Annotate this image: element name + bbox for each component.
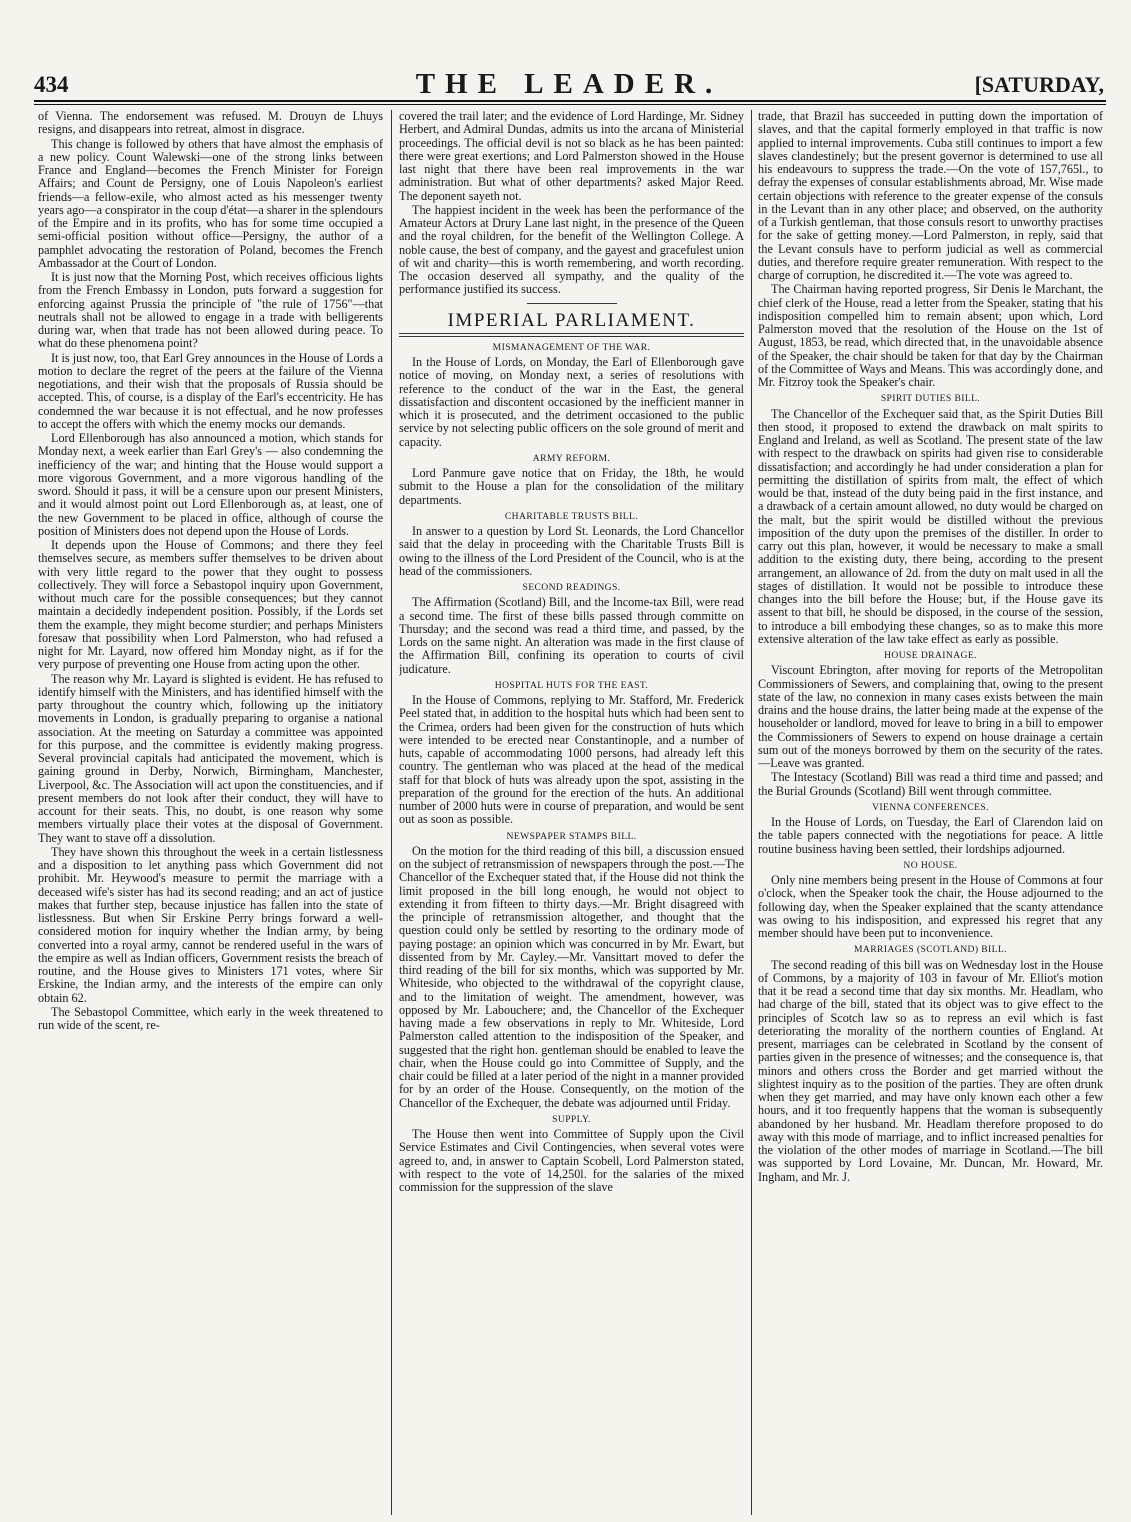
header-day: [SATURDAY, xyxy=(974,72,1104,97)
section-separator xyxy=(527,303,617,304)
subheading: NEWSPAPER STAMPS BILL. xyxy=(506,830,637,842)
article-paragraph: The Intestacy (Scotland) Bill was read a third time and passed; and the Burial Grounds (Scotland) Bill went through committee. xyxy=(758,770,1103,798)
article-paragraph: It depends upon the House of Commons; and there they feel themselves secure, as members suffer themselves to be driven about with very little regard to the power that they ought to possess collectively. They will force a Sebastopol inquiry upon Government, without much care for the possible consequences; but they cannot maintain a decidedly independent position. Possibly, if the Lords set them the example, they might become sturdier; and perhaps Ministers foresaw that possibility when Lord Palmerston, who had refused a night for Mr. Layard, now offered him Monday night, as if for the very purpose of preventing one House from acting upon the other. xyxy=(38,538,383,672)
article-paragraph: The reason why Mr. Layard is slighted is evident. He has refused to identify himself with the Ministers, and has identified himself with the party throughout the country which, following up the initiatory movements in London, is gradually preparing to organise a national association. At the meeting on Saturday a committee was appointed for this purpose, and the committee is evidently making progress. Several provincial capitals had anticipated the movement, which is gaining ground in Derby, Norwich, Birmingham, Manchester, Liverpool, &c. The Association will act upon the constituencies, and if present members do not look after their conduct, they will have to account for their seats. This, no doubt, is one reason why some members virtually place their votes at the disposal of Government. They want to stave off a dissolution. xyxy=(38,671,383,845)
subheading: MARRIAGES (SCOTLAND) BILL. xyxy=(854,944,1007,956)
subheading: NO HOUSE. xyxy=(903,859,958,871)
subheading: SECOND READINGS. xyxy=(522,582,621,593)
header-rule-thin xyxy=(34,104,1106,105)
page-number: 434 xyxy=(34,72,69,97)
article-paragraph: Lord Ellenborough has also announced a motion, which stands for Monday next, a week earlier than Earl Grey's — also condemning the inefficiency of the war; and hinting that the House would support a more vigorous Government, and a more vigorous handling of the sword. Should it pass, it will be a censure upon our present Ministers, and it would almost point out Lord Ellenborough as, at least, one of the new Government to be placed in office, although of course the position of Ministers does not depend upon the House of Lords. xyxy=(38,431,383,538)
article-paragraph: Lord Panmure gave notice that on Friday, the 18th, he would submit to the House a plan for the consolidation of the military departments. xyxy=(399,466,744,507)
article-paragraph: They have shown this throughout the week in a certain listlessness and a disposition to let anything pass which Government did not prohibit. Mr. Heywood's measure to permit the marriage with a deceased wife's sister has had its second reading; and an act of justice makes that further step, because injustice has fallen into the state of listlessness. But when Sir Erskine Perry brings forward a well-considered motion for inquiry whether the Indian army, by being converted into a royal army, cannot be rendered useful in the wars of the empire as well as Indian officers, Government resists the breach of routine, and the House gives to Ministers 171 votes, where Sir Erskine, the Indian army, and the interests of the empire can only obtain 62. xyxy=(38,844,383,1005)
article-paragraph: The second reading of this bill was on Wednesday lost in the House of Commons, by a majority of 103 in favour of Mr. Elliot's motion that it be read a second time that day six months. Mr. Headlam, who had charge of the bill, stated that its object was to give effect to the principles of Scotch law so as to repress an evil which is fast deteriorating the morality of the northern counties of England. At present, marriages can be celebrated in Scotland by the consent of parties given in the presence of witnesses; and the consequence is, that minors and others cross the Border and get married without the slightest inquiry as to the position of the parties. They are often drunk when they get married, and may have only known each other a few hours, and it too frequently happens that the woman is subsequently abandoned by her husband. Mr. Headlam therefore proposed to do away with this mode of marriage, and to inflict increased penalties for the violation of the other modes of marriage in Scotland.—The bill was supported by Lord Lovaine, Mr. Duncan, Mr. Howard, Mr. Ingham, and Mr. J. xyxy=(758,957,1103,1184)
subheading: VIENNA CONFERENCES. xyxy=(872,801,989,813)
article-paragraph: In the House of Lords, on Monday, the Earl of Ellenborough gave notice of moving, on Monday next, a series of resolutions with reference to the conduct of the war in the East, the general dissatisfaction and discontent occasioned by the inefficient manner in which it is prosecuted, and the detriment occasioned to the public service by not selecting public officers on the sole ground of merit and capacity. xyxy=(399,355,744,449)
article-paragraph: On the motion for the third reading of this bill, a discussion ensued on the subject of retransmission of newspapers through the post.—The Chancellor of the Exchequer stated that, if the House did not think the limit proposed in the bill long enough, he would not object to extending it from fifteen to thirty days.—Mr. Bright disagreed with the principle of retransmission altogether, and thought that the question could only be settled by resorting to the ordinary mode of paying postage: an opinion which was concurred in by Mr. Ewart, but dissented from by Mr. Cayley.—Mr. Vansittart moved to defer the third reading of the bill for six months, which was supported by Mr. Whiteside, who objected to the withdrawal of the copyright clause, and to the limitation of weight. The amendment, however, was opposed by Mr. Labouchere; and, the Chancellor of the Exchequer having made a few observations in reply to Mr. Whiteside, Lord Palmerston called attention to the indisposition of the Speaker, and suggested that the right hon. gentleman should be enabled to leave the chair, when the House could go into Committee of Supply, and the chair could be filled at a later period of the night in a manner provided for by an order of the House. Consequently, on the motion of the Chancellor of the Exchequer, the debate was adjourned until Friday. xyxy=(399,843,744,1110)
subheading: SPIRIT DUTIES BILL. xyxy=(880,393,981,405)
article-paragraph: In answer to a question by Lord St. Leonards, the Lord Chancellor said that the delay in proceeding with the Charitable Trusts Bill is owing to the illness of the Lord President of the Council, who is at the head of the commissioners. xyxy=(399,524,744,578)
article-paragraph: Viscount Ebrington, after moving for reports of the Metropolitan Commissioners of Sewers, and complaining that, owing to the present state of the law, no connexion in many cases exists between the main drains and the house drains, the latter being made at the expense of the householder or landlord, moved for leave to bring in a bill to empower the Commissioners of Sewers to expend on house drainage a certain sum out of the moneys borrowed by them on the security of the rates.—Leave was granted. xyxy=(758,663,1103,770)
article-paragraph: It is just now that the Morning Post, which receives officious lights from the French Embassy in London, puts forward a suggestion for enforcing against Prussia the principle of "the rule of 1756"—that neutrals shall not be allowed to engage in a trade with belligerents during war, when that trade has not been allowed during peace. To what do these phenomena point? xyxy=(38,270,383,351)
article-paragraph: covered the trail later; and the evidence of Lord Hardinge, Mr. Sidney Herbert, and Admiral Dundas, admits us into the arcana of Ministerial proceedings. The official devil is not so black as he has been painted: there were great exertions; and Lord Palmerston showed in the House last night that there have been real improvements in the war administration. But what of other departments? asked Major Reed. The deponent sayeth not. xyxy=(399,110,744,203)
column-right xyxy=(758,110,1103,1515)
article-paragraph: Only nine members being present in the House of Commons at four o'clock, when the Speaker took the chair, the House adjourned to the following day, when the Speaker explained that the scanty attendance was owing to his indisposition, and expressed his regret that any member should have been put to inconvenience. xyxy=(758,873,1103,940)
article-paragraph: The happiest incident in the week has been the performance of the Amateur Actors at Drury Lane last night, in the presence of the Queen and the royal children, for the benefit of the Wellington College. A noble cause, the best of company, and the gayest and gracefulest union of wit and charity—this is worth remembering, and worth recording. The occasion deserved all sympathy, and the quality of the performance justified its success. xyxy=(399,202,744,297)
header-rule xyxy=(34,100,1106,102)
article-paragraph: The Sebastopol Committee, which early in the week threatened to run wide of the scent, re- xyxy=(38,1004,383,1032)
article-paragraph: The Affirmation (Scotland) Bill, and the Income-tax Bill, were read a second time. The first of these bills passed through committe on Thursday; and the second was read a third time, and passed, by the Lords on the same night. An alteration was made in the first clause of the Affirmation Bill, confining its operation to courts of civil judicature. xyxy=(399,595,744,676)
subheading: MISMANAGEMENT OF THE WAR. xyxy=(492,341,651,353)
article-paragraph: The Chairman having reported progress, Sir Denis le Marchant, the chief clerk of the House, read a letter from the Speaker, stating that his indisposition compelled him to remain absent; upon which, Lord Palmerston moved that the resolution of the House on the 1st of August, 1853, be read, which directed that, in the unavoidable absence of the Speaker, the chair should be taken for that day by the Chairman of the Committee of Ways and Means. This was accordingly done, and Mr. Fitzroy took the Speaker's chair. xyxy=(758,282,1103,389)
subheading: CHARITABLE TRUSTS BILL. xyxy=(504,510,639,522)
article-paragraph: of Vienna. The endorsement was refused. M. Drouyn de Lhuys resigns, and disappears into retreat, almost in disgrace. xyxy=(38,110,383,137)
section-title: IMPERIAL PARLIAMENT. xyxy=(447,309,696,331)
article-paragraph: In the House of Lords, on Tuesday, the Earl of Clarendon laid on the table papers connected with the negotiations for peace. A little routine business having been settled, their lordships adjourned. xyxy=(758,815,1103,856)
title-double-rule xyxy=(399,333,744,337)
column-middle xyxy=(399,110,744,1515)
column-divider xyxy=(391,110,392,1515)
subheading: SUPPLY. xyxy=(552,1113,591,1125)
column-divider xyxy=(751,110,752,1515)
subheading: HOUSE DRAINAGE. xyxy=(884,650,977,661)
column-left xyxy=(38,110,383,1515)
article-paragraph: The Chancellor of the Exchequer said that, as the Spirit Duties Bill then stood, it proposed to extend the drawback on malt spirits to England and Ireland, as well as Scotland. The present state of the law with respect to the drawback on spirits had given rise to considerable dissatisfaction; and accordingly he had under consideration a plan for permitting the distillation of spirits from malt, the effect of which would be that, instead of the duty being paid in the first instance, and a drawback of a certain amount allowed, no duty would be charged on the malt, but the spirit would be distilled without the previous imposition of the duty upon the premises of the distiller. In order to carry out this plan, however, it would be necessary to make a small addition to the existing duty, there being, according to the present arrangement, an allowance of 2d. from the duty on malt used in all the stages of distillation. It would not be possible to introduce these changes into the bill before the House; but, if the House gave its assent to that bill, he should be disposed, in the course of the session, to introduce a bill embodying these changes, so as to make this more extensive alteration of the law take effect as early as possible. xyxy=(758,406,1103,646)
article-paragraph: In the House of Commons, replying to Mr. Stafford, Mr. Frederick Peel stated that, in addition to the hospital huts which had been sent to the Crimea, orders had been given for the construction of huts which were intended to be erected near Constantinople, and a number of huts, capable of accommodating 1000 persons, had already left this country. The gentleman who was placed at the head of the medical staff for that block of huts was already upon the spot, assisting in the preparation of the ground for the erection of the huts. An additional number of 2000 huts were in course of preparation, and would be sent out as soon as possible. xyxy=(399,693,744,827)
subheading: HOSPITAL HUTS FOR THE EAST. xyxy=(494,679,649,691)
subheading: ARMY REFORM. xyxy=(532,452,611,464)
article-paragraph: This change is followed by others that have almost the emphasis of a new policy. Count Walewski—one of the strong links between France and England—becomes the French Minister for Foreign Affairs; and Count de Persigny, one of Louis Napoleon's earliest friends—a fellow-exile, who almost acted as his messenger twenty years ago—a conspirator in the coup d'état—a sharer in the splendours of the Empire and in its profits, who has for some time occupied a semi-official position without office—Persigny, the author of a pamphlet advocating the restoration of Poland, becomes the French Ambassador at the Court of London. xyxy=(38,136,383,270)
page-header xyxy=(34,68,1104,98)
article-paragraph: It is just now, too, that Earl Grey announces in the House of Lords a motion to declare the regret of the peers at the failure of the Vienna negotiations, and their wish that the proposals of Russia should be accepted. This, of course, is a display of the Earl's eccentricity. He has condemned the war because it is not effectual, and he now professes to accept the offers with which the enemy mocks our demands. xyxy=(38,350,383,431)
article-paragraph: trade, that Brazil has succeeded in putting down the importation of slaves, and that the capital formerly employed in that traffic is now applied to internal improvements. Cuba still continues to import a few slaves clandestinely; but the present governor is determined to use all his endeavours to suppress the trade.—On the vote of 157,765l., to defray the expenses of consular establishments abroad, Mr. Wise made certain objections with reference to the greater expense of the consuls in the Levant than in any other place; and observed, on the authority of a Turkish gentleman, that those consuls resort to unworthy practises for the sake of getting money.—Lord Palmerston, in reply, said that the Levant consuls have to perform judicial as well as commercial duties, and therefore require greater remuneration. With respect to the charge of corruption, he discredited it.—The vote was agreed to. xyxy=(758,110,1103,282)
article-paragraph: The House then went into Committee of Supply upon the Civil Service Estimates and Civil Contingencies, when several votes were agreed to, and, in answer to Captain Scobell, Lord Palmerston stated, with respect to the vote of 14,250l. for the salaries of the mixed commission for the suppression of the slave xyxy=(399,1127,744,1194)
masthead-title: THE LEADER. xyxy=(415,68,723,100)
